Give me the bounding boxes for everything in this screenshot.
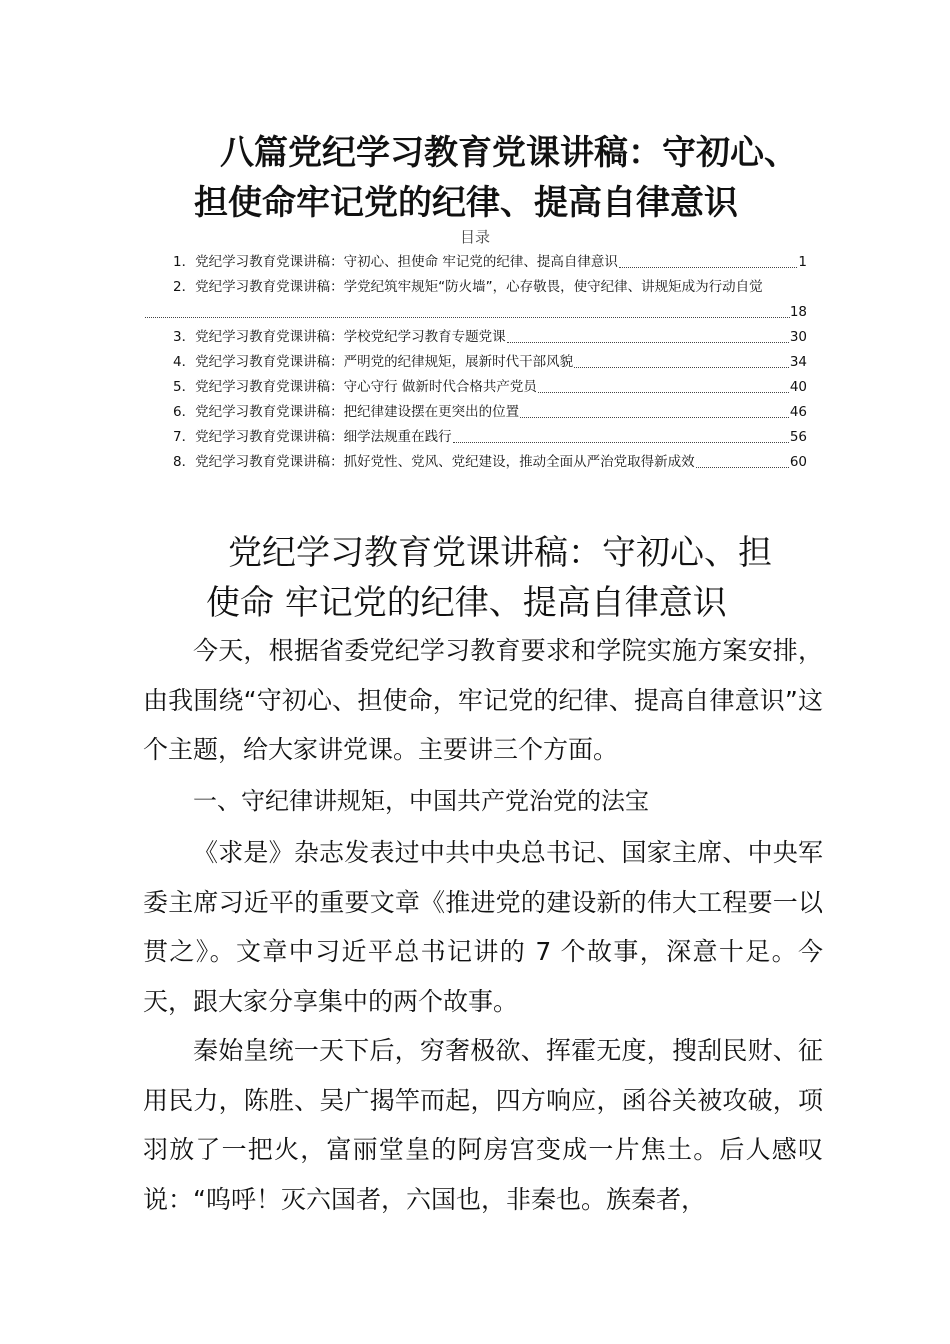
section-body <box>143 626 823 1224</box>
toc-page-number: 60 <box>789 454 807 470</box>
toc-leader-dots <box>453 441 789 443</box>
toc-leader-dots <box>145 316 790 318</box>
toc-leader-dots <box>619 266 798 268</box>
toc-entry-6[interactable] <box>145 400 807 425</box>
toc-entry-text: 6．党纪学习教育党课讲稿：把纪律建设摆在更突出的位置 <box>173 404 520 420</box>
section-title <box>140 528 830 628</box>
toc-entry-7[interactable] <box>145 425 807 450</box>
toc-page-number: 46 <box>789 404 807 420</box>
document-title <box>140 128 830 228</box>
toc-entry-text: 3．党纪学习教育党课讲稿：学校党纪学习教育专题党课 <box>173 329 506 345</box>
body-paragraph: 今天，根据省委党纪学习教育要求和学院实施方案安排，由我围绕“守初心、担使命，牢记党的纪律、提高自律意识”这个主题，给大家讲党课。主要讲三个方面。 <box>143 636 823 764</box>
toc-leader-dots <box>507 341 789 343</box>
toc-page-number: 40 <box>789 379 807 395</box>
section-title-line-1: 党纪学习教育党课讲稿：守初心、担 <box>228 533 772 573</box>
toc-entry-text: 7．党纪学习教育党课讲稿：细学法规重在践行 <box>173 429 452 445</box>
toc-page-number: 1 <box>798 254 807 270</box>
toc-page-number: 56 <box>789 429 807 445</box>
subsection-heading: 一、守纪律讲规矩，中国共产党治党的法宝 <box>193 786 649 815</box>
toc-page-number: 18 <box>789 304 807 320</box>
toc-entry-text: 5．党纪学习教育党课讲稿：守心守行 做新时代合格共产党员 <box>173 379 537 395</box>
toc-entry-text: 1．党纪学习教育党课讲稿：守初心、担使命 牢记党的纪律、提高自律意识 <box>173 254 618 270</box>
toc-leader-dots <box>696 466 789 468</box>
document-title-line-2: 担使命牢记党的纪律、提高自律意识 <box>194 183 738 223</box>
toc-entry-text: 2．党纪学习教育党课讲稿：学党纪筑牢规矩“防火墙”，心存敬畏，使守纪律、讲规矩成为行动自觉 <box>173 279 763 295</box>
toc-heading: 目录 <box>459 228 490 246</box>
document-title-line-1: 八篇党纪学习教育党课讲稿：守初心、 <box>220 133 798 173</box>
toc-entry-8[interactable] <box>145 450 807 475</box>
toc-entry-text: 8．党纪学习教育党课讲稿：抓好党性、党风、党纪建设，推动全面从严治党取得新成效 <box>173 454 695 470</box>
table-of-contents <box>145 250 807 475</box>
toc-entry-2[interactable] <box>145 275 807 325</box>
toc-page-number: 30 <box>789 329 807 345</box>
toc-leader-dots <box>520 416 789 418</box>
toc-page-number: 34 <box>789 354 807 370</box>
toc-leader-dots <box>538 391 789 393</box>
section-title-line-2: 使命 牢记党的纪律、提高自律意识 <box>206 583 727 623</box>
body-paragraph: 秦始皇统一天下后，穷奢极欲、挥霍无度，搜刮民财、征用民力，陈胜、吴广揭竿而起，四方响应，函谷关被攻破，项羽放了一把火，富丽堂皇的阿房宫变成一片焦土。后人感叹说：“呜呼！灭六国者，六国也，非秦也。族秦者， <box>143 1036 823 1214</box>
toc-entry-1[interactable] <box>145 250 807 275</box>
body-paragraph: 《求是》杂志发表过中共中央总书记、国家主席、中央军委主席习近平的重要文章《推进党的建设新的伟大工程要一以贯之》。文章中习近平总书记讲的 7 个故事，深意十足。今天，跟大家分享集中的两个故事。 <box>143 838 823 1016</box>
toc-leader-dots <box>574 366 789 368</box>
toc-entry-text: 4．党纪学习教育党课讲稿：严明党的纪律规矩，展新时代干部风貌 <box>173 354 574 370</box>
toc-entry-5[interactable] <box>145 375 807 400</box>
toc-entry-3[interactable] <box>145 325 807 350</box>
toc-entry-4[interactable] <box>145 350 807 375</box>
